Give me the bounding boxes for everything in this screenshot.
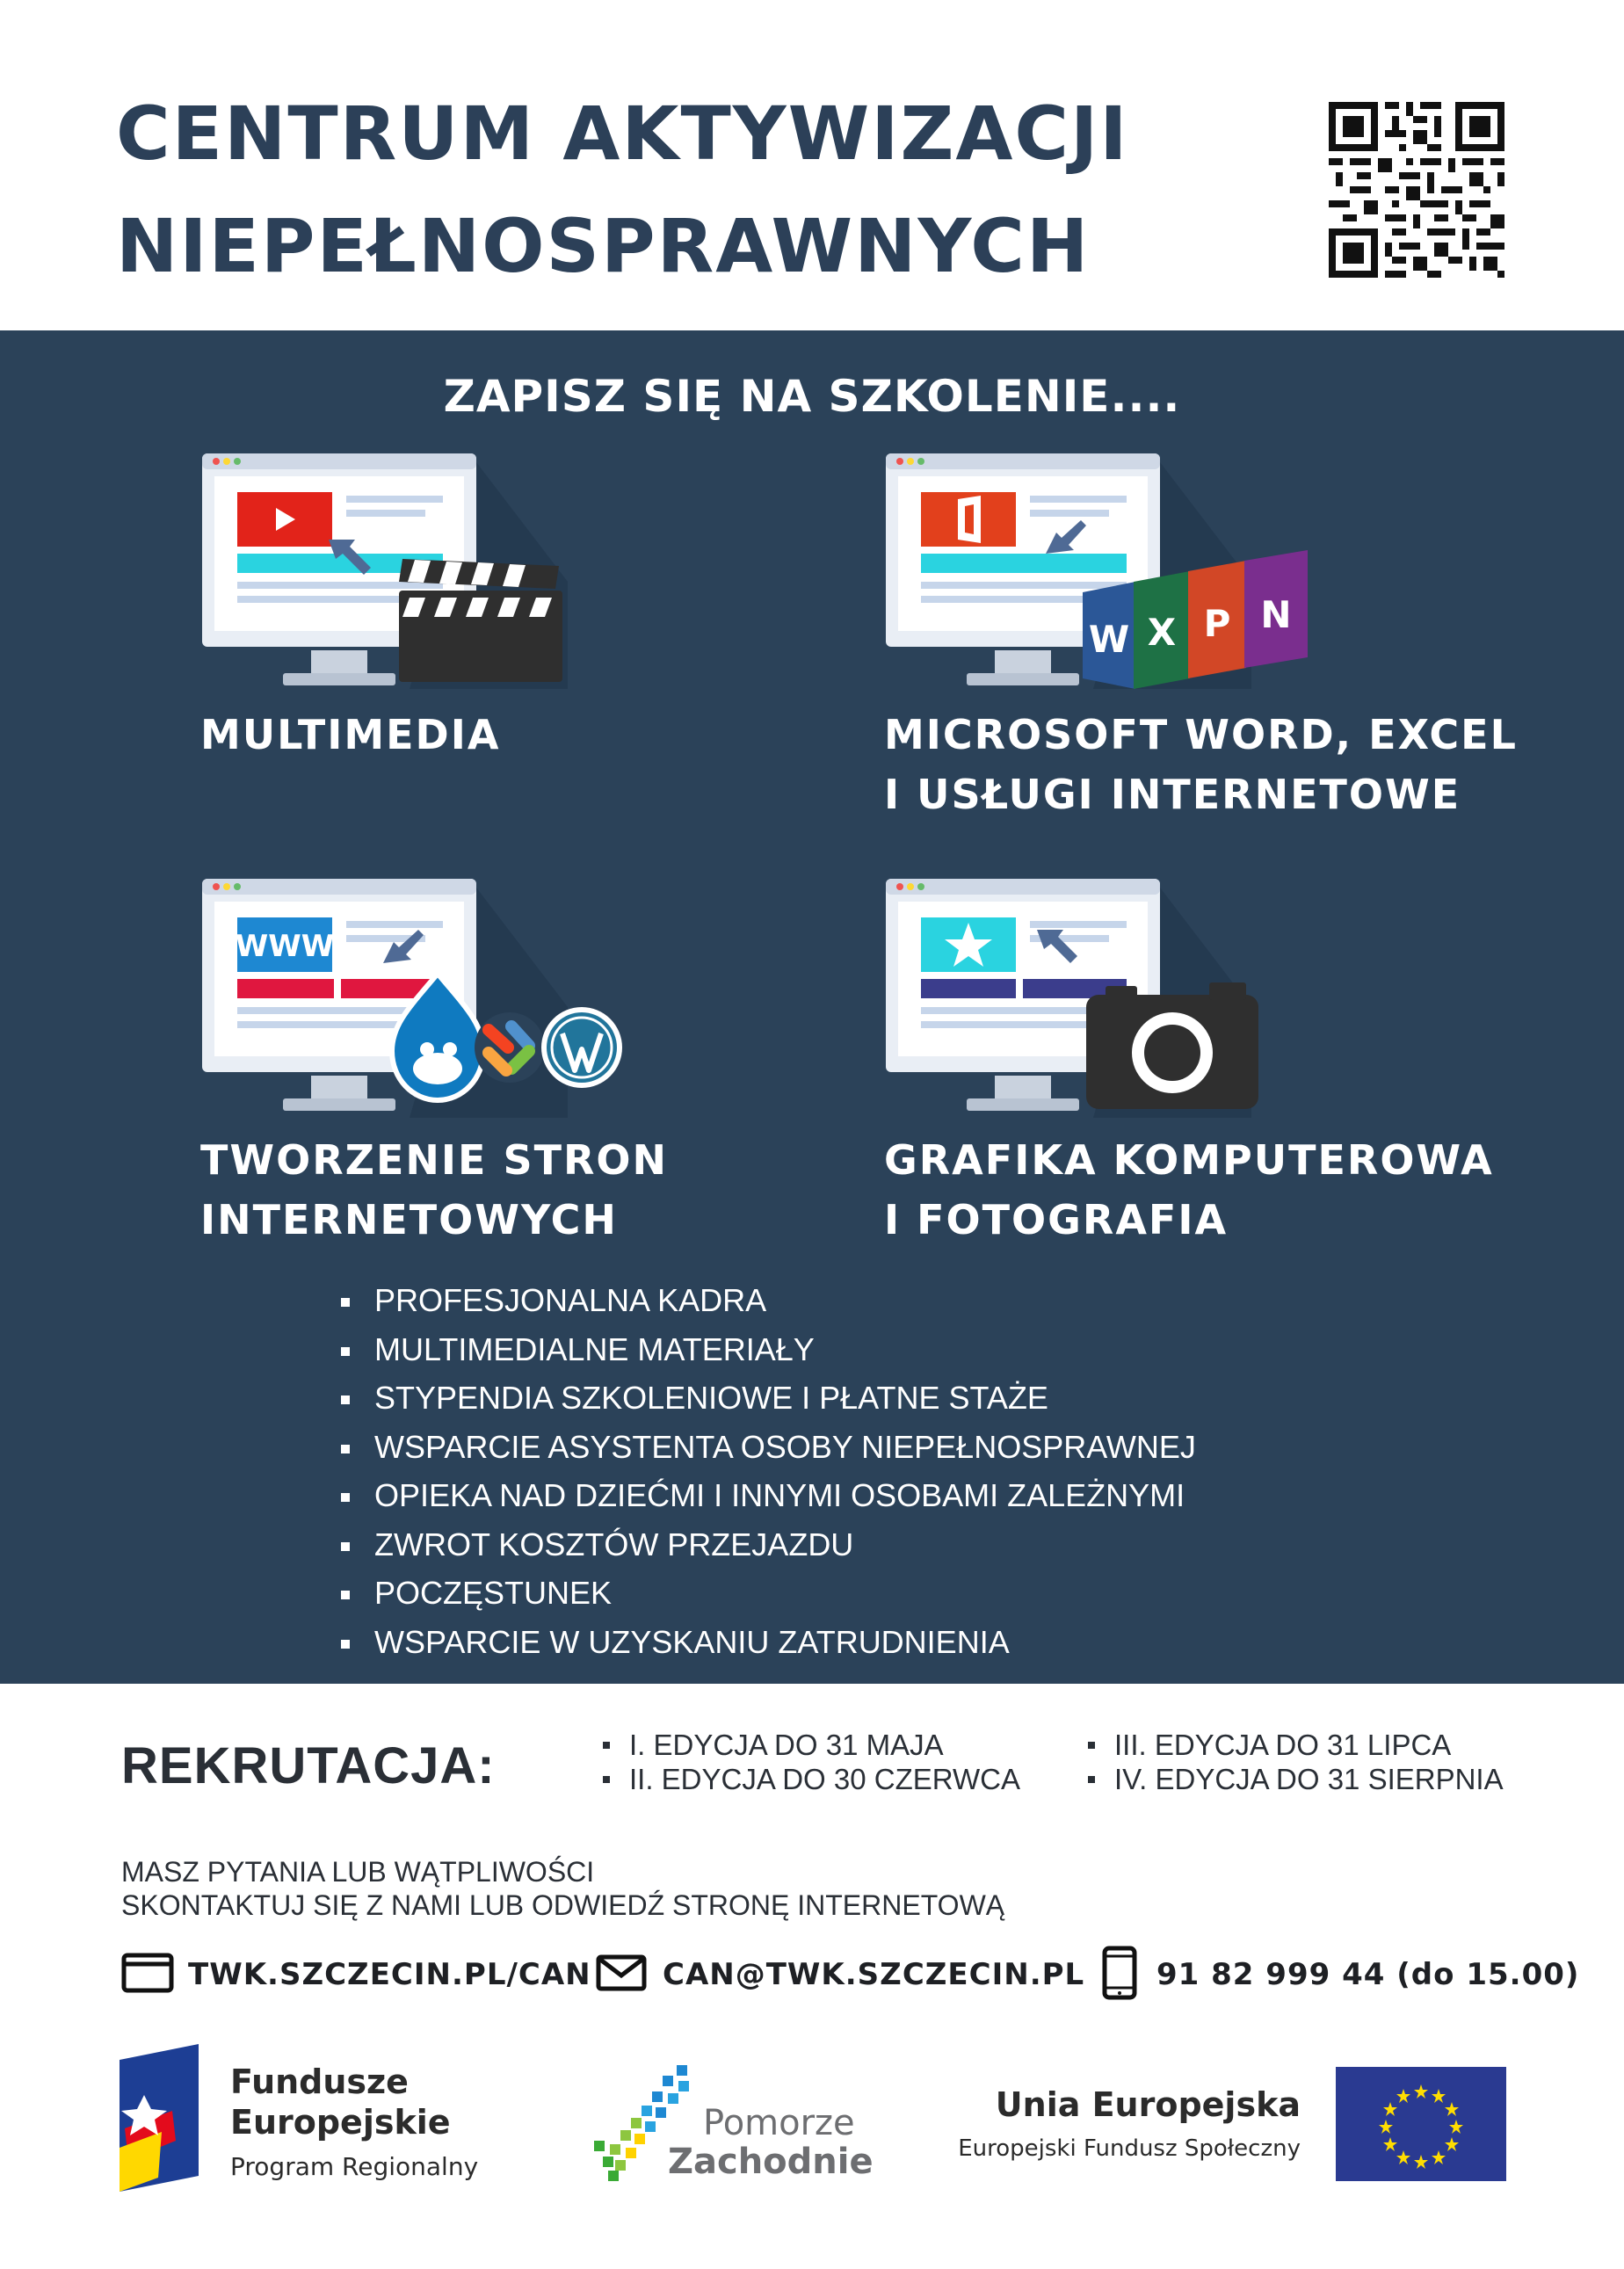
website-link[interactable]: TWK.SZCZECIN.PL/CAN — [188, 1957, 591, 1992]
course-label-line: I USŁUGI INTERNETOWE — [884, 771, 1461, 818]
recruitment-heading: REKRUTACJA: — [121, 1737, 496, 1794]
question-line-2: SKONTAKTUJ SIĘ Z NAMI LUB ODWIEDŹ STRONĘ INTERNETOWĄ — [121, 1889, 1005, 1921]
onenote-letter: N — [1260, 593, 1292, 636]
ue-logo-line-1: Unia Europejska — [995, 2085, 1301, 2124]
list-item: WSPARCIE W UZYSKANIU ZATRUDNIENIA — [341, 1618, 1196, 1667]
onenote-icon — [1244, 550, 1308, 668]
list-item: III. EDYCJA DO 31 LIPCA — [1088, 1728, 1504, 1762]
panel-heading: ZAPISZ SIĘ NA SZKOLENIE.... — [443, 371, 1181, 422]
excel-icon — [1134, 571, 1190, 689]
editions-list-left — [603, 1728, 1020, 1796]
email-link[interactable]: CAN@TWK.SZCZECIN.PL — [663, 1957, 1085, 1992]
list-item: MULTIMEDIALNE MATERIAŁY — [341, 1325, 1196, 1374]
powerpoint-letter: P — [1203, 602, 1231, 645]
powerpoint-icon — [1188, 561, 1246, 678]
course-label-line: MULTIMEDIA — [200, 711, 501, 758]
editions-list-right — [1088, 1728, 1504, 1796]
camera-icon — [1086, 982, 1258, 1109]
graphics-illustration — [882, 875, 1269, 1118]
course-label-graphics — [884, 1130, 1494, 1250]
phone-number[interactable]: 91 82 999 44 (do 15.00) — [1156, 1957, 1580, 1992]
ue-logo-line-2: Europejski Fundusz Społeczny — [958, 2135, 1301, 2162]
course-label-line: TWORZENIE STRON — [200, 1136, 669, 1184]
list-item: STYPENDIA SZKOLENIOWE I PŁATNE STAŻE — [341, 1374, 1196, 1423]
course-label-line: INTERNETOWYCH — [200, 1196, 618, 1243]
title-line-1: CENTRUM AKTYWIZACJI — [116, 91, 1129, 177]
course-label-office — [884, 705, 1518, 824]
word-letter: W — [1088, 618, 1130, 661]
qr-code-icon — [1329, 102, 1504, 278]
course-label-web — [200, 1130, 668, 1250]
pz-logo-line-2: Zachodnie — [668, 2142, 874, 2182]
smartphone-icon — [1102, 1946, 1137, 2000]
excel-letter: X — [1147, 611, 1177, 654]
fundusze-europejskie-logo — [120, 2044, 199, 2192]
course-label-line: MICROSOFT WORD, EXCEL — [884, 711, 1518, 758]
pz-logo-line-1: Pomorze — [703, 2103, 855, 2143]
course-label-line: GRAFIKA KOMPUTEROWA — [884, 1136, 1494, 1184]
fe-logo-line-1: Fundusze — [230, 2062, 409, 2101]
list-item: IV. EDYCJA DO 31 SIERPNIA — [1088, 1762, 1504, 1796]
clapperboard-icon — [399, 559, 562, 682]
list-item: OPIEKA NAD DZIEĆMI I INNYMI OSOBAMI ZALEŻNYMI — [341, 1471, 1196, 1520]
eu-flag-icon — [1336, 2067, 1506, 2181]
list-item: I. EDYCJA DO 31 MAJA — [603, 1728, 1020, 1762]
multimedia-illustration — [199, 450, 568, 689]
joomla-icon — [475, 1012, 545, 1083]
word-icon — [1083, 582, 1135, 689]
list-item: WSPARCIE ASYSTENTA OSOBY NIEPEŁNOSPRAWNEJ — [341, 1423, 1196, 1472]
fe-logo-line-3: Program Regionalny — [230, 2152, 479, 2181]
title-line-2: NIEPEŁNOSPRAWNYCH — [116, 203, 1091, 289]
list-item: II. EDYCJA DO 30 CZERWCA — [603, 1762, 1020, 1796]
course-label-multimedia — [200, 705, 500, 765]
browser-window-icon — [121, 1953, 174, 1993]
list-item: ZWROT KOSZTÓW PRZEJAZDU — [341, 1520, 1196, 1569]
envelope-icon — [596, 1954, 647, 1991]
list-item: PROFESJONALNA KADRA — [341, 1276, 1196, 1325]
course-label-line: I FOTOGRAFIA — [884, 1196, 1229, 1243]
benefits-list — [341, 1276, 1196, 1666]
list-item: POCZĘSTUNEK — [341, 1569, 1196, 1618]
office-illustration — [882, 450, 1322, 689]
wordpress-icon — [541, 1007, 622, 1088]
question-line-1: MASZ PYTANIA LUB WĄTPLIWOŚCI — [121, 1856, 595, 1888]
www-label: WWW — [235, 929, 335, 964]
fe-logo-line-2: Europejskie — [230, 2103, 451, 2142]
web-illustration — [199, 875, 638, 1118]
